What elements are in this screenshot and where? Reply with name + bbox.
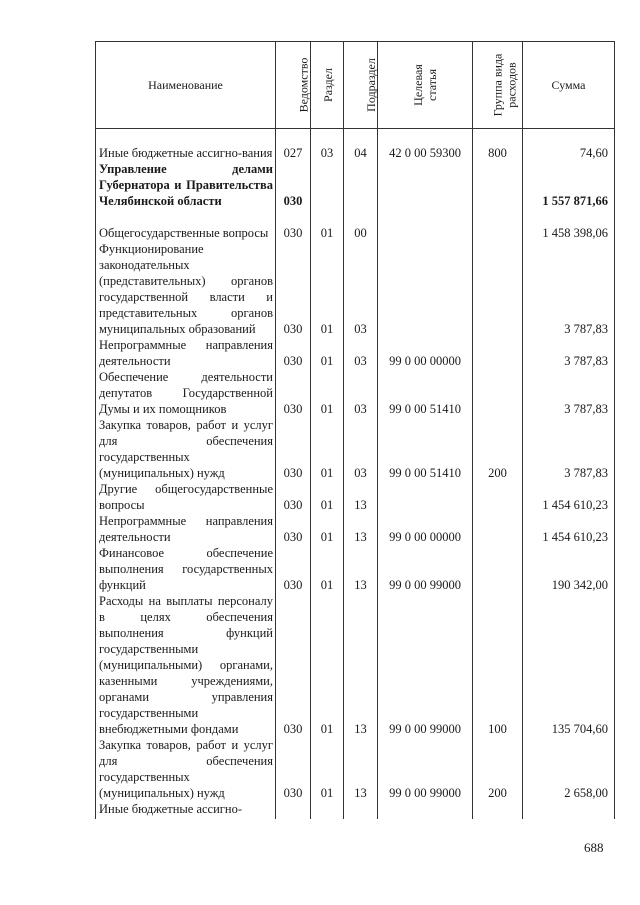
cell-podrazdel: 03 (344, 241, 378, 337)
cell-gruppa-vida: 200 (473, 417, 523, 481)
cell-name: Обеспечение деятельности депутатов Государственной Думы и их помощников (96, 369, 276, 417)
cell-summa: 135 704,60 (523, 593, 615, 737)
cell-podrazdel: 00 (344, 209, 378, 241)
cell-gruppa-vida (473, 513, 523, 545)
cell-name: Непрограммные направления деятельности (96, 337, 276, 369)
page-number: 688 (584, 840, 604, 855)
table-row (96, 513, 615, 545)
cell-celevaya-statya (378, 241, 473, 337)
cell-name: Закупка товаров, работ и услуг для обеспечения государственных (муниципальных) нужд (96, 417, 276, 481)
cell-summa: 1 458 398,06 (523, 209, 615, 241)
cell-celevaya-statya: 99 0 00 99000 (378, 593, 473, 737)
table-row (96, 241, 615, 337)
cell-summa (523, 801, 615, 819)
table-header-row (96, 42, 615, 129)
cell-vedomstvo: 030 (276, 737, 311, 801)
cell-summa: 2 658,00 (523, 737, 615, 801)
cell-razdel: 01 (311, 417, 344, 481)
cell-celevaya-statya: 99 0 00 99000 (378, 737, 473, 801)
cell-name: Иные бюджетные ассигно-вания (96, 129, 276, 161)
cell-vedomstvo: 030 (276, 417, 311, 481)
table-row (96, 545, 615, 593)
cell-vedomstvo: 030 (276, 209, 311, 241)
cell-razdel: 01 (311, 369, 344, 417)
cell-name: Закупка товаров, работ и услуг для обеспечения государственных (муниципальных) нужд (96, 737, 276, 801)
table-row (96, 369, 615, 417)
cell-gruppa-vida (473, 241, 523, 337)
cell-summa: 3 787,83 (523, 241, 615, 337)
cell-vedomstvo: 030 (276, 369, 311, 417)
table-row (96, 129, 615, 161)
cell-gruppa-vida (473, 801, 523, 819)
cell-gruppa-vida: 200 (473, 737, 523, 801)
cell-gruppa-vida (473, 161, 523, 209)
table-row (96, 417, 615, 481)
cell-gruppa-vida (473, 545, 523, 593)
table-row (96, 337, 615, 369)
header-vedomstvo: Ведомство (276, 42, 311, 129)
cell-vedomstvo: 027 (276, 129, 311, 161)
cell-podrazdel: 03 (344, 369, 378, 417)
cell-razdel: 01 (311, 593, 344, 737)
table-row (96, 209, 615, 241)
cell-celevaya-statya: 99 0 00 00000 (378, 337, 473, 369)
cell-razdel: 01 (311, 241, 344, 337)
cell-podrazdel: 03 (344, 337, 378, 369)
cell-vedomstvo: 030 (276, 513, 311, 545)
header-name: Наименование (96, 42, 276, 129)
cell-podrazdel: 13 (344, 513, 378, 545)
cell-celevaya-statya: 99 0 00 51410 (378, 417, 473, 481)
cell-podrazdel (344, 161, 378, 209)
header-razdel: Раздел (311, 42, 344, 129)
cell-celevaya-statya: 99 0 00 00000 (378, 513, 473, 545)
cell-vedomstvo: 030 (276, 241, 311, 337)
cell-podrazdel: 13 (344, 545, 378, 593)
header-gruppa-vida-rashodov: Группа вида расходов (473, 42, 523, 129)
cell-podrazdel (344, 801, 378, 819)
cell-name: Расходы на выплаты персоналу в целях обеспечения выполнения функций государственными (муниципальными) органами, казенными учреждениями, органами управления государственными внебюджетными фондами (96, 593, 276, 737)
header-celevaya-statya: Целевая статья (378, 42, 473, 129)
cell-summa: 74,60 (523, 129, 615, 161)
cell-gruppa-vida (473, 481, 523, 513)
cell-gruppa-vida (473, 209, 523, 241)
table-row (96, 481, 615, 513)
cell-celevaya-statya: 99 0 00 99000 (378, 545, 473, 593)
cell-podrazdel: 13 (344, 481, 378, 513)
cell-gruppa-vida: 800 (473, 129, 523, 161)
cell-vedomstvo: 030 (276, 545, 311, 593)
table-row (96, 801, 615, 819)
cell-podrazdel: 03 (344, 417, 378, 481)
cell-vedomstvo: 030 (276, 481, 311, 513)
cell-podrazdel: 13 (344, 593, 378, 737)
cell-summa: 3 787,83 (523, 337, 615, 369)
cell-celevaya-statya: 99 0 00 51410 (378, 369, 473, 417)
table-row (96, 161, 615, 209)
cell-celevaya-statya (378, 801, 473, 819)
cell-celevaya-statya (378, 209, 473, 241)
cell-gruppa-vida (473, 337, 523, 369)
cell-name: Функционирование законодательных (представительных) органов государственной власти и представительных органов муниципальных образований (96, 241, 276, 337)
cell-summa: 1 557 871,66 (523, 161, 615, 209)
cell-vedomstvo: 030 (276, 337, 311, 369)
cell-celevaya-statya (378, 481, 473, 513)
table-row (96, 737, 615, 801)
cell-razdel: 01 (311, 545, 344, 593)
cell-summa: 1 454 610,23 (523, 513, 615, 545)
cell-vedomstvo: 030 (276, 593, 311, 737)
cell-razdel (311, 801, 344, 819)
budget-table-sheet (95, 41, 614, 821)
cell-name: Общегосударственные вопросы (96, 209, 276, 241)
cell-razdel: 01 (311, 513, 344, 545)
cell-name: Непрограммные направления деятельности (96, 513, 276, 545)
cell-gruppa-vida: 100 (473, 593, 523, 737)
cell-razdel: 01 (311, 209, 344, 241)
cell-podrazdel: 04 (344, 129, 378, 161)
cell-name: Другие общегосударственные вопросы (96, 481, 276, 513)
cell-razdel: 01 (311, 337, 344, 369)
cell-summa: 1 454 610,23 (523, 481, 615, 513)
cell-gruppa-vida (473, 369, 523, 417)
cell-celevaya-statya (378, 161, 473, 209)
cell-razdel: 01 (311, 737, 344, 801)
table-body (96, 129, 615, 819)
cell-name: Управление делами Губернатора и Правительства Челябинской области (96, 161, 276, 209)
header-summa: Сумма (523, 42, 615, 129)
cell-razdel (311, 161, 344, 209)
cell-summa: 3 787,83 (523, 417, 615, 481)
cell-vedomstvo: 030 (276, 161, 311, 209)
cell-razdel: 03 (311, 129, 344, 161)
cell-podrazdel: 13 (344, 737, 378, 801)
cell-vedomstvo (276, 801, 311, 819)
cell-summa: 190 342,00 (523, 545, 615, 593)
cell-summa: 3 787,83 (523, 369, 615, 417)
table-row (96, 593, 615, 737)
cell-razdel: 01 (311, 481, 344, 513)
cell-name: Финансовое обеспечение выполнения государственных функций (96, 545, 276, 593)
cell-name: Иные бюджетные ассигно- (96, 801, 276, 819)
cell-celevaya-statya: 42 0 00 59300 (378, 129, 473, 161)
header-podrazdel: Подраздел (344, 42, 378, 129)
budget-table (95, 41, 615, 819)
